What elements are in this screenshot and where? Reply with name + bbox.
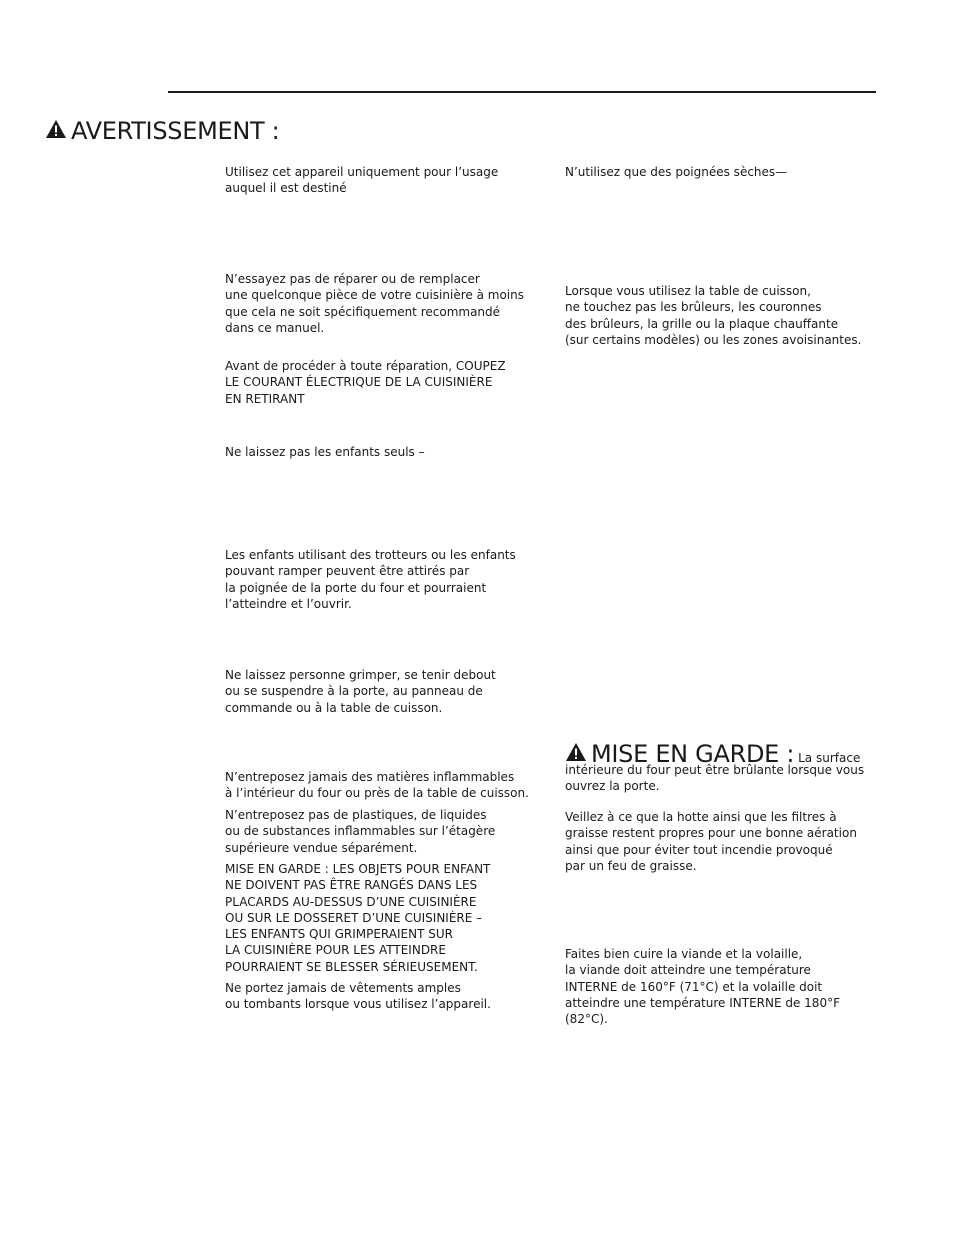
text-power-off: Avant de procéder à toute réparation, COUPEZ LE COURANT ÉLECTRIQUE DE LA CUISINIÈRE EN RETIRANT	[225, 359, 506, 406]
text-plastics: N’entreposez pas de plastiques, de liquides ou de substances inflammables sur l’étagère supérieure vendue séparément.	[225, 808, 496, 855]
text-hood-filters: Veillez à ce que la hotte ainsi que les filtres à graisse restent propres pour une bonne aération ainsi que pour éviter tout incendie provoqué par un feu de graisse.	[565, 810, 857, 873]
text-meat-temperature: Faites bien cuire la viande et la volaille, la viande doit atteindre une température INTERNE de 160°F (71°C) et la volaille doit atteindre une température INTERNE de 180°F (82°C).	[565, 947, 840, 1027]
text-children-walkers: Les enfants utilisant des trotteurs ou les enfants pouvant ramper peuvent être attirés par la poignée de la porte du four et pourraient l’atteindre et l’ouvrir.	[225, 548, 516, 611]
caution-title: MISE EN GARDE :	[591, 740, 795, 768]
text-usage: Utilisez cet appareil uniquement pour l’usage auquel il est destiné	[225, 165, 499, 196]
warning-title: AVERTISSEMENT :	[71, 117, 280, 145]
caution-text: intérieure du four peut être brûlante lorsque vous ouvrez la porte.	[565, 763, 865, 794]
text-caution-children-objects: MISE EN GARDE : LES OBJETS POUR ENFANT NE DOIVENT PAS ÊTRE RANGÉS DANS LES PLACARDS AU-DESSUS D’UNE CUISINIÈRE OU SUR LE DOSSERET D’UNE CUISINIÈRE – LES ENFANTS QUI GRIMPERAIENT SUR LA CUISINIÈRE POUR LES ATTEINDRE POURRAIENT SE BLESSER SÉRIEUSEMENT.	[225, 862, 491, 974]
text-flammables: N’entreposez jamais des matières inflammables à l’intérieur du four ou près de la table de cuisson.	[225, 770, 529, 801]
text-no-climbing: Ne laissez personne grimper, se tenir debout ou se suspendre à la porte, au panneau de commande ou à la table de cuisson.	[225, 668, 496, 715]
text-children-alone: Ne laissez pas les enfants seuls –	[225, 445, 425, 459]
text-repair: N’essayez pas de réparer ou de remplacer une quelconque pièce de votre cuisinière à moins que cela ne soit spécifiquement recommandé dans ce manuel.	[225, 272, 524, 335]
text-dry-potholders: N’utilisez que des poignées sèches—	[565, 165, 788, 179]
warning-triangle-icon	[45, 119, 67, 143]
text-loose-clothing: Ne portez jamais de vêtements amples ou tombants lorsque vous utilisez l’appareil.	[225, 981, 491, 1012]
text-cooktop-burners: Lorsque vous utilisez la table de cuisson, ne touchez pas les brûleurs, les couronnes des brûleurs, la grille ou la plaque chauffante (sur certains modèles) ou les zones avoisinantes.	[565, 284, 862, 347]
caution-inline-text: La surface	[798, 751, 861, 765]
caution-block	[565, 739, 875, 795]
header-rule	[168, 91, 876, 93]
warning-heading	[45, 116, 279, 146]
